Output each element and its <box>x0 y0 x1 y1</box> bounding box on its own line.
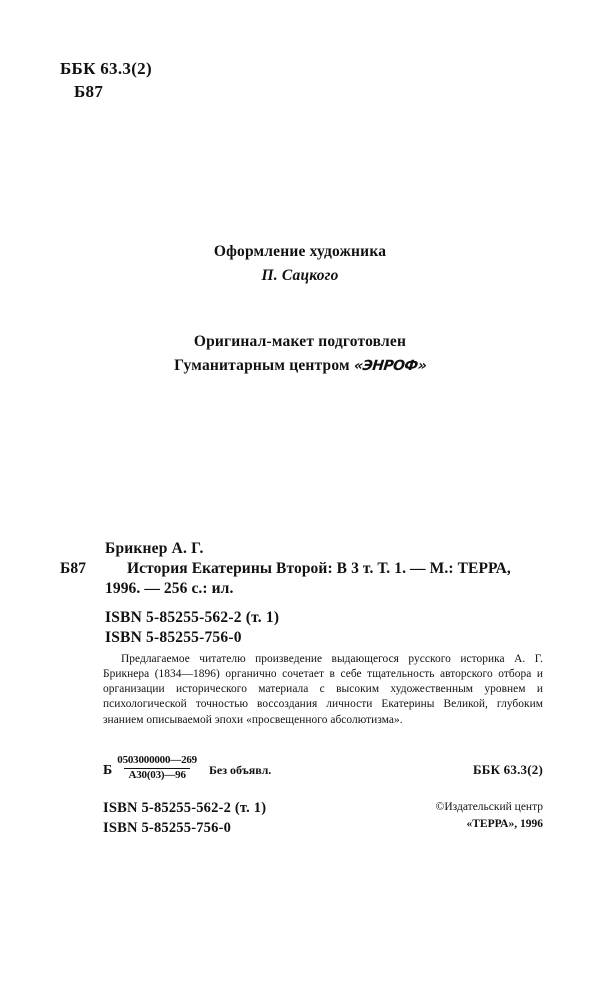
layout-center-line <box>0 354 600 378</box>
biblio-shelf-mark: Б87 <box>60 559 87 577</box>
layout-credit-block <box>0 330 600 378</box>
bibliographic-description <box>60 540 550 648</box>
copyright-imprint-year: «ТЕРРА», 1996 <box>466 817 543 830</box>
biblio-title-line: История Екатерины Второй: В 3 т. Т. 1. — М.: ТЕРРА, <box>127 559 511 577</box>
footer-isbn-volume: ISBN 5-85255-562-2 (т. 1) <box>103 800 267 817</box>
biblio-isbn-volume: ISBN 5-85255-562-2 (т. 1) <box>105 608 280 626</box>
biblio-isbn-block <box>105 608 550 648</box>
bbk-code-top: ББК 63.3(2) <box>60 59 152 78</box>
artist-role: Оформление художника <box>213 243 387 260</box>
print-signature <box>103 755 271 781</box>
annotation-text: Предлагаемое читателю произведение выдающегося русского историка А. Г. Брикнера (1834—1896) органично сочетает в себе тщательность авторского отбора и организации исторического материала с высоким художественным уровнем и психологической точностью воссоздания личности Екатерины Великой, глубоким знанием описываемой эпохи «просвещенного абсолютизма». <box>103 653 543 726</box>
copyright-publisher: ©Издательский центр <box>435 801 543 814</box>
bbk-code-bottom: ББК 63.3(2) <box>473 762 543 778</box>
footer-row <box>103 799 543 838</box>
layout-credit-line: Оригинал-макет подготовлен <box>193 333 407 350</box>
artist-credit-block <box>0 240 600 288</box>
footer-isbn-block <box>103 799 266 838</box>
classification-block <box>60 58 152 104</box>
signature-note: Без объявл. <box>208 763 272 778</box>
biblio-author: Брикнер А. Г. <box>105 540 204 557</box>
biblio-isbn-set: ISBN 5-85255-756-0 <box>105 628 242 646</box>
footer-isbn-set: ISBN 5-85255-756-0 <box>103 819 232 836</box>
artist-name: П. Сацкого <box>261 267 339 285</box>
enrof-logo: «ЭНРОФ» <box>353 358 427 375</box>
signature-letter: Б <box>103 763 113 779</box>
copyright-block <box>436 799 543 832</box>
layout-center-name: Гуманитарным центром <box>174 357 350 375</box>
signature-numerator: 0503000000—269 <box>117 754 197 766</box>
signature-row <box>103 755 543 781</box>
imprint-block <box>103 755 543 838</box>
biblio-imprint-line: 1996. — 256 с.: ил. <box>105 580 234 598</box>
shelf-mark-top: Б87 <box>74 81 104 101</box>
signature-denominator: А30(03)—96 <box>124 768 189 782</box>
biblio-body <box>60 559 550 600</box>
signature-fraction <box>113 755 201 781</box>
